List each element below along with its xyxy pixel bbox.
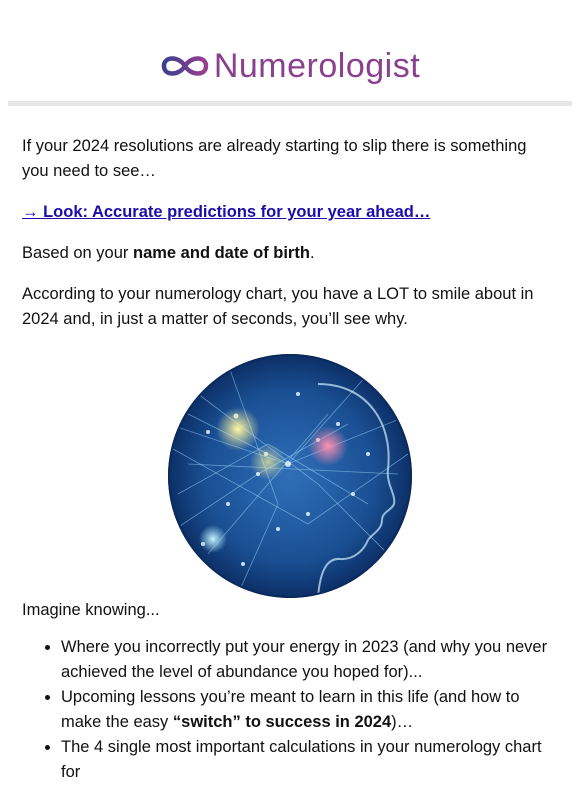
digital-head-network-image[interactable] xyxy=(168,354,412,598)
list-item: • Upcoming lessons you’re meant to learn in this life (and how to make the easy “switch” to success in 2024)… xyxy=(61,685,550,735)
predictions-link[interactable]: → Look: Accurate predictions for your year ahead… xyxy=(22,203,431,221)
hero-image-wrap xyxy=(0,354,580,598)
brand-name: Numerologist xyxy=(213,46,421,85)
imagine-paragraph: Imagine knowing... xyxy=(22,601,160,619)
based-on-paragraph xyxy=(22,241,550,266)
brand-logo[interactable] xyxy=(160,47,420,86)
email-body xyxy=(22,134,550,785)
chart-paragraph: According to your numerology chart, you have a LOT to smile about in 2024 and, in just a matter of seconds, you’ll see why. xyxy=(22,285,534,328)
benefit-list xyxy=(22,635,550,785)
list-item: • The 4 single most important calculations in your numerology chart for xyxy=(61,735,550,785)
header-divider xyxy=(8,101,572,106)
list-item: • Where you incorrectly put your energy in 2023 (and why you never achieved the level of abundance you hoped for)... xyxy=(61,635,550,685)
email-header xyxy=(0,0,580,100)
based-suffix: . xyxy=(309,244,315,262)
based-prefix: Based on your xyxy=(22,244,133,262)
intro-paragraph: If your 2024 resolutions are already starting to slip there is something you need to see… xyxy=(22,137,527,180)
based-bold: name and date of birth xyxy=(133,244,310,262)
infinity-icon xyxy=(160,51,210,81)
